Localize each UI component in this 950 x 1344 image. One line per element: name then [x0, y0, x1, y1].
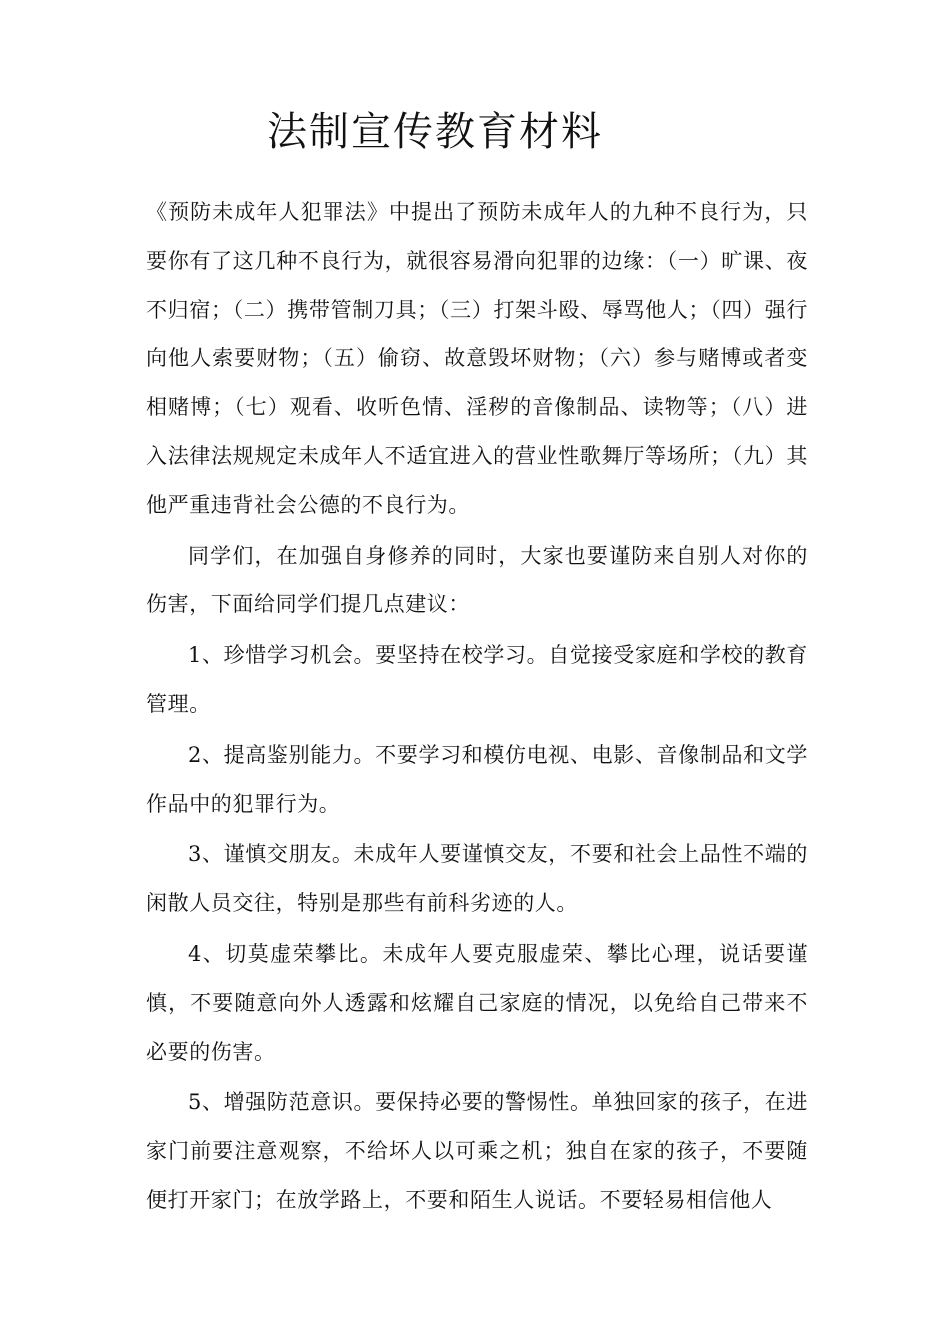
paragraph-advice-2: 2、提高鉴别能力。不要学习和模仿电视、电影、音像制品和文学作品中的犯罪行为。 — [146, 742, 808, 816]
paragraph-nine-bad-behaviors: 《预防未成年人犯罪法》中提出了预防未成年人的九种不良行为，只要你有了这几种不良行为，就很容易滑向犯罪的边缘：（一）旷课、夜不归宿；（二）携带管制刀具；（三）打架斗殴、辱骂他人；（四）强行向他人索要财物；（五）偷窃、故意毁坏财物；（六）参与赌博或者变相赌博；（七）观看、收听色情、淫秽的音像制品、读物等；（八）进入法律法规规定未成年人不适宜进入的营业性歌舞厅等场所；（九）其他严重违背社会公德的不良行为。 — [146, 200, 808, 517]
document-body — [146, 188, 808, 1227]
paragraph-advice-3: 3、谨慎交朋友。未成年人要谨慎交友，不要和社会上品性不端的闲散人员交往，特别是那些有前科劣迹的人。 — [146, 842, 808, 916]
paragraph-advice-5: 5、增强防范意识。要保持必要的警惕性。单独回家的孩子，在进家门前要注意观察，不给坏人以可乘之机；独自在家的孩子，不要随便打开家门；在放学路上，不要和陌生人说话。不要轻易相信他人 — [146, 1090, 808, 1212]
document-title: 法制宣传教育材料 — [267, 109, 603, 155]
paragraph-advice-4: 4、切莫虚荣攀比。未成年人要克服虚荣、攀比心理，说话要谨慎，不要随意向外人透露和炫耀自己家庭的情况，以免给自己带来不必要的伤害。 — [146, 941, 808, 1064]
paragraph-advice-1: 1、珍惜学习机会。要坚持在校学习。自觉接受家庭和学校的教育管理。 — [146, 643, 808, 716]
paragraph-advice-intro: 同学们，在加强自身修养的同时，大家也要谨防来自别人对你的伤害，下面给同学们提几点建议： — [146, 543, 808, 617]
